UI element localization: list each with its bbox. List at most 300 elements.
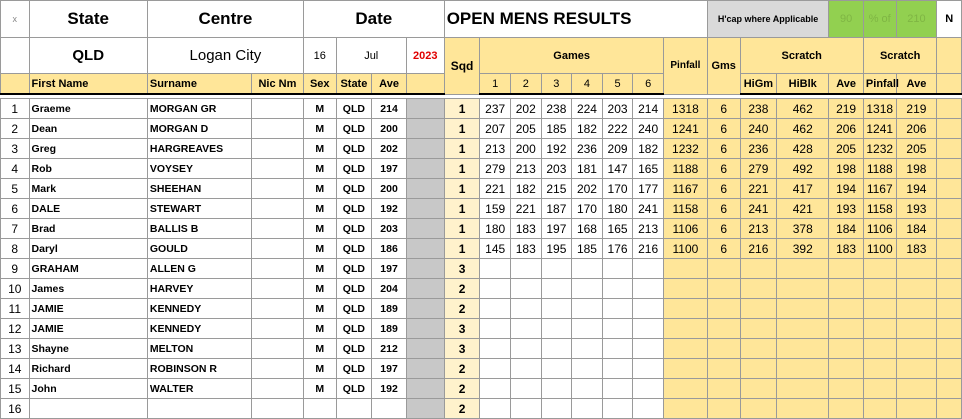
game-2-cell[interactable]: 202 <box>510 99 541 119</box>
ave3-cell[interactable] <box>896 359 937 379</box>
gms-cell[interactable]: 6 <box>707 199 740 219</box>
games-header[interactable]: Games <box>480 38 664 74</box>
ave-cell[interactable]: 192 <box>372 379 407 399</box>
pinfall-cell[interactable]: 1167 <box>663 179 707 199</box>
hiblk-cell[interactable]: 492 <box>777 159 829 179</box>
game-5-cell[interactable] <box>602 339 633 359</box>
pinfall-cell[interactable] <box>663 359 707 379</box>
game-2-cell[interactable] <box>510 339 541 359</box>
game-3-cell[interactable]: 215 <box>541 179 572 199</box>
higm-cell[interactable]: 241 <box>740 199 777 219</box>
game-4-cell[interactable] <box>572 259 603 279</box>
game-4-cell[interactable]: 170 <box>572 199 603 219</box>
first-name-cell[interactable]: Graeme <box>29 99 147 119</box>
gray-cell[interactable] <box>406 199 444 219</box>
ave-cell[interactable] <box>372 399 407 419</box>
game-5-cell[interactable] <box>602 379 633 399</box>
sex-cell[interactable]: M <box>303 99 336 119</box>
higm-cell[interactable]: 279 <box>740 159 777 179</box>
game-2-cell[interactable]: 182 <box>510 179 541 199</box>
pinfall-cell[interactable]: 1100 <box>663 239 707 259</box>
sex-cell[interactable]: M <box>303 319 336 339</box>
row-number[interactable]: 16 <box>1 399 30 419</box>
sqd-cell[interactable]: 1 <box>444 159 480 179</box>
sqd-cell[interactable]: 3 <box>444 319 480 339</box>
gray-cell[interactable] <box>406 359 444 379</box>
game-6-header[interactable]: 6 <box>633 74 664 95</box>
hcap-base[interactable]: 210 <box>896 1 937 38</box>
ave3-cell[interactable] <box>896 299 937 319</box>
gms-cell[interactable]: 6 <box>707 159 740 179</box>
ave2-cell[interactable]: 198 <box>829 159 864 179</box>
game-1-cell[interactable] <box>480 299 511 319</box>
first-name-cell[interactable]: JAMIE <box>29 299 147 319</box>
game-6-cell[interactable]: 214 <box>633 99 664 119</box>
game-4-cell[interactable] <box>572 279 603 299</box>
last-col-cell[interactable] <box>937 379 962 399</box>
sex-cell[interactable]: M <box>303 199 336 219</box>
row-number[interactable]: 7 <box>1 219 30 239</box>
game-6-cell[interactable]: 241 <box>633 199 664 219</box>
game-1-cell[interactable] <box>480 279 511 299</box>
game-6-cell[interactable] <box>633 299 664 319</box>
hiblk-cell[interactable]: 392 <box>777 239 829 259</box>
hcap-pct-of[interactable]: % of <box>863 1 896 38</box>
ave2-cell[interactable] <box>829 379 864 399</box>
game-6-cell[interactable] <box>633 359 664 379</box>
ave2-cell[interactable] <box>829 339 864 359</box>
game-5-cell[interactable] <box>602 399 633 419</box>
surname-cell[interactable]: KENNEDY <box>147 299 251 319</box>
last-col-cell[interactable] <box>937 99 962 119</box>
gms-header[interactable]: Gms <box>707 38 740 95</box>
game-2-cell[interactable]: 205 <box>510 119 541 139</box>
pinfall2-cell[interactable] <box>863 399 896 419</box>
last-col-cell[interactable] <box>937 219 962 239</box>
gms-cell[interactable]: 6 <box>707 119 740 139</box>
nic-nm-cell[interactable] <box>251 379 303 399</box>
blank-cell[interactable] <box>1 74 30 95</box>
gray-cell[interactable] <box>406 239 444 259</box>
state-cell[interactable]: QLD <box>336 299 372 319</box>
game-4-cell[interactable]: 202 <box>572 179 603 199</box>
ave-cell[interactable]: 197 <box>372 259 407 279</box>
pinfall-cell[interactable]: 1188 <box>663 159 707 179</box>
game-6-cell[interactable] <box>633 319 664 339</box>
last-col-cell[interactable] <box>937 259 962 279</box>
last-col-cell[interactable] <box>937 159 962 179</box>
surname-cell[interactable]: ROBINSON R <box>147 359 251 379</box>
higm-cell[interactable] <box>740 299 777 319</box>
hiblk-cell[interactable] <box>777 279 829 299</box>
ave-cell[interactable]: 212 <box>372 339 407 359</box>
row-number[interactable]: 2 <box>1 119 30 139</box>
game-6-cell[interactable]: 182 <box>633 139 664 159</box>
game-1-cell[interactable]: 237 <box>480 99 511 119</box>
game-3-cell[interactable]: 185 <box>541 119 572 139</box>
sex-cell[interactable]: M <box>303 239 336 259</box>
sqd-cell[interactable]: 1 <box>444 219 480 239</box>
game-1-cell[interactable]: 159 <box>480 199 511 219</box>
game-1-cell[interactable]: 279 <box>480 159 511 179</box>
surname-cell[interactable] <box>147 399 251 419</box>
pinfall-cell[interactable]: 1106 <box>663 219 707 239</box>
gms-cell[interactable] <box>707 379 740 399</box>
sqd-cell[interactable]: 1 <box>444 199 480 219</box>
gms-cell[interactable]: 6 <box>707 179 740 199</box>
hiblk-cell[interactable] <box>777 259 829 279</box>
higm-cell[interactable] <box>740 259 777 279</box>
surname-cell[interactable]: WALTER <box>147 379 251 399</box>
sex-cell[interactable]: M <box>303 359 336 379</box>
nic-nm-cell[interactable] <box>251 319 303 339</box>
last-col-cell[interactable] <box>937 179 962 199</box>
row-number[interactable]: 13 <box>1 339 30 359</box>
higm-cell[interactable]: 238 <box>740 99 777 119</box>
ave3-cell[interactable]: 205 <box>896 139 937 159</box>
game-5-cell[interactable] <box>602 259 633 279</box>
first-name-cell[interactable]: JAMIE <box>29 319 147 339</box>
nic-nm-cell[interactable] <box>251 99 303 119</box>
game-2-cell[interactable] <box>510 279 541 299</box>
game-2-cell[interactable] <box>510 319 541 339</box>
game-4-cell[interactable]: 181 <box>572 159 603 179</box>
hiblk-cell[interactable]: 378 <box>777 219 829 239</box>
pinfall2-cell[interactable] <box>863 259 896 279</box>
hiblk-cell[interactable]: 462 <box>777 119 829 139</box>
scratch-header-1[interactable]: Scratch <box>740 38 863 74</box>
hiblk-cell[interactable] <box>777 399 829 419</box>
game-1-cell[interactable] <box>480 319 511 339</box>
game-1-cell[interactable] <box>480 379 511 399</box>
pinfall2-cell[interactable]: 1158 <box>863 199 896 219</box>
pinfall2-header[interactable]: Pinfall <box>863 74 896 95</box>
gms-cell[interactable] <box>707 339 740 359</box>
gms-cell[interactable] <box>707 279 740 299</box>
ave-cell[interactable]: 200 <box>372 119 407 139</box>
higm-cell[interactable]: 221 <box>740 179 777 199</box>
game-4-cell[interactable]: 224 <box>572 99 603 119</box>
game-3-cell[interactable] <box>541 319 572 339</box>
first-name-cell[interactable]: Dean <box>29 119 147 139</box>
game-1-cell[interactable]: 213 <box>480 139 511 159</box>
blank-cell[interactable] <box>1 38 30 74</box>
state-cell[interactable]: QLD <box>336 239 372 259</box>
gray-cell[interactable] <box>406 119 444 139</box>
gray-cell[interactable] <box>406 339 444 359</box>
state-cell[interactable]: QLD <box>336 139 372 159</box>
pinfall2-cell[interactable] <box>863 379 896 399</box>
row-number[interactable]: 6 <box>1 199 30 219</box>
first-name-cell[interactable]: James <box>29 279 147 299</box>
nic-nm-cell[interactable] <box>251 159 303 179</box>
game-2-cell[interactable]: 213 <box>510 159 541 179</box>
game-3-cell[interactable]: 187 <box>541 199 572 219</box>
gms-cell[interactable]: 6 <box>707 99 740 119</box>
hcap-note[interactable]: H'cap where Applicable <box>707 1 828 38</box>
game-3-cell[interactable]: 238 <box>541 99 572 119</box>
gray-cell[interactable] <box>406 379 444 399</box>
last-col-cell[interactable] <box>937 239 962 259</box>
ave2-cell[interactable]: 193 <box>829 199 864 219</box>
first-name-cell[interactable]: Richard <box>29 359 147 379</box>
sqd-cell[interactable]: 2 <box>444 299 480 319</box>
game-3-cell[interactable]: 195 <box>541 239 572 259</box>
sqd-header[interactable]: Sqd <box>444 38 480 95</box>
game-5-cell[interactable]: 147 <box>602 159 633 179</box>
gray-cell[interactable] <box>406 219 444 239</box>
hiblk-cell[interactable]: 421 <box>777 199 829 219</box>
sex-cell[interactable]: M <box>303 159 336 179</box>
first-name-cell[interactable]: Mark <box>29 179 147 199</box>
game-3-cell[interactable] <box>541 339 572 359</box>
surname-cell[interactable]: HARGREAVES <box>147 139 251 159</box>
gms-cell[interactable]: 6 <box>707 139 740 159</box>
game-4-cell[interactable] <box>572 399 603 419</box>
ave2-cell[interactable]: 219 <box>829 99 864 119</box>
state-cell[interactable]: QLD <box>336 359 372 379</box>
pinfall-cell[interactable] <box>663 299 707 319</box>
ave2-cell[interactable] <box>829 259 864 279</box>
game-3-cell[interactable] <box>541 379 572 399</box>
sqd-cell[interactable]: 1 <box>444 119 480 139</box>
game-5-cell[interactable]: 222 <box>602 119 633 139</box>
ave-cell[interactable]: 200 <box>372 179 407 199</box>
sqd-cell[interactable]: 1 <box>444 239 480 259</box>
game-6-cell[interactable]: 177 <box>633 179 664 199</box>
game-3-cell[interactable] <box>541 399 572 419</box>
gms-cell[interactable] <box>707 399 740 419</box>
nic-nm-cell[interactable] <box>251 239 303 259</box>
gms-cell[interactable] <box>707 259 740 279</box>
ave2-cell[interactable]: 194 <box>829 179 864 199</box>
game-1-cell[interactable]: 207 <box>480 119 511 139</box>
nic-nm-cell[interactable] <box>251 299 303 319</box>
game-1-cell[interactable] <box>480 359 511 379</box>
state-cell[interactable]: QLD <box>336 319 372 339</box>
game-6-cell[interactable] <box>633 339 664 359</box>
sex-header[interactable]: Sex <box>303 74 336 95</box>
ave3-cell[interactable]: 194 <box>896 179 937 199</box>
date-label[interactable]: Date <box>303 1 444 38</box>
game-4-cell[interactable] <box>572 379 603 399</box>
game-6-cell[interactable] <box>633 279 664 299</box>
sqd-cell[interactable]: 1 <box>444 139 480 159</box>
game-1-header[interactable]: 1 <box>480 74 511 95</box>
gms-cell[interactable]: 6 <box>707 239 740 259</box>
higm-header[interactable]: HiGm <box>740 74 777 95</box>
last-col-cell[interactable] <box>937 339 962 359</box>
game-2-cell[interactable]: 221 <box>510 199 541 219</box>
first-name-cell[interactable]: Daryl <box>29 239 147 259</box>
surname-cell[interactable]: VOYSEY <box>147 159 251 179</box>
first-name-cell[interactable]: Shayne <box>29 339 147 359</box>
blank-cell[interactable] <box>406 74 444 95</box>
date-month[interactable]: Jul <box>336 38 406 74</box>
surname-cell[interactable]: HARVEY <box>147 279 251 299</box>
game-5-cell[interactable]: 165 <box>602 219 633 239</box>
sex-cell[interactable]: M <box>303 339 336 359</box>
gray-cell[interactable] <box>406 299 444 319</box>
gms-cell[interactable]: 6 <box>707 219 740 239</box>
surname-cell[interactable]: STEWART <box>147 199 251 219</box>
sex-cell[interactable]: M <box>303 139 336 159</box>
nic-nm-cell[interactable] <box>251 119 303 139</box>
nic-nm-header[interactable]: Nic Nm <box>251 74 303 95</box>
pinfall2-cell[interactable]: 1106 <box>863 219 896 239</box>
game-4-cell[interactable] <box>572 319 603 339</box>
game-3-cell[interactable] <box>541 259 572 279</box>
ave3-cell[interactable] <box>896 259 937 279</box>
sqd-cell[interactable]: 1 <box>444 99 480 119</box>
nic-nm-cell[interactable] <box>251 259 303 279</box>
ave2-cell[interactable]: 183 <box>829 239 864 259</box>
pinfall-header[interactable]: Pinfall <box>663 38 707 95</box>
ave2-cell[interactable]: 184 <box>829 219 864 239</box>
ave2-cell[interactable]: 206 <box>829 119 864 139</box>
game-5-cell[interactable] <box>602 279 633 299</box>
ave2-cell[interactable] <box>829 279 864 299</box>
game-4-cell[interactable]: 185 <box>572 239 603 259</box>
state-cell[interactable]: QLD <box>336 259 372 279</box>
game-1-cell[interactable] <box>480 339 511 359</box>
ave2-cell[interactable]: 205 <box>829 139 864 159</box>
game-1-cell[interactable] <box>480 259 511 279</box>
hiblk-cell[interactable] <box>777 359 829 379</box>
pinfall-cell[interactable] <box>663 379 707 399</box>
higm-cell[interactable] <box>740 319 777 339</box>
sqd-cell[interactable]: 1 <box>444 179 480 199</box>
pinfall-cell[interactable]: 1241 <box>663 119 707 139</box>
game-1-cell[interactable]: 145 <box>480 239 511 259</box>
hiblk-cell[interactable]: 428 <box>777 139 829 159</box>
row-number[interactable]: 15 <box>1 379 30 399</box>
last-col-cell[interactable] <box>937 319 962 339</box>
higm-cell[interactable] <box>740 279 777 299</box>
game-3-cell[interactable]: 192 <box>541 139 572 159</box>
state-cell[interactable]: QLD <box>336 199 372 219</box>
game-4-cell[interactable]: 182 <box>572 119 603 139</box>
row-number[interactable]: 9 <box>1 259 30 279</box>
pinfall2-cell[interactable]: 1167 <box>863 179 896 199</box>
state-cell[interactable]: QLD <box>336 179 372 199</box>
row-number[interactable]: 3 <box>1 139 30 159</box>
pinfall2-cell[interactable]: 1188 <box>863 159 896 179</box>
pinfall-cell[interactable] <box>663 319 707 339</box>
ave2-cell[interactable] <box>829 399 864 419</box>
gray-cell[interactable] <box>406 259 444 279</box>
nic-nm-cell[interactable] <box>251 279 303 299</box>
gms-cell[interactable] <box>707 319 740 339</box>
nic-nm-cell[interactable] <box>251 139 303 159</box>
game-2-cell[interactable] <box>510 359 541 379</box>
game-6-cell[interactable] <box>633 379 664 399</box>
sex-cell[interactable]: M <box>303 219 336 239</box>
gray-cell[interactable] <box>406 399 444 419</box>
state-cell[interactable]: QLD <box>336 99 372 119</box>
sqd-cell[interactable]: 2 <box>444 279 480 299</box>
state-value[interactable]: QLD <box>29 38 147 74</box>
higm-cell[interactable] <box>740 359 777 379</box>
last-col-cell[interactable] <box>937 119 962 139</box>
pinfall2-cell[interactable] <box>863 339 896 359</box>
last-col-header[interactable]: N <box>937 1 962 38</box>
first-name-cell[interactable]: Greg <box>29 139 147 159</box>
game-6-cell[interactable]: 165 <box>633 159 664 179</box>
game-5-cell[interactable]: 176 <box>602 239 633 259</box>
row-number[interactable]: 8 <box>1 239 30 259</box>
pinfall-cell[interactable] <box>663 279 707 299</box>
state-cell[interactable]: QLD <box>336 379 372 399</box>
row-number[interactable]: 1 <box>1 99 30 119</box>
ave3-cell[interactable]: 183 <box>896 239 937 259</box>
surname-header[interactable]: Surname <box>147 74 251 95</box>
corner-cell[interactable]: x <box>1 1 30 38</box>
date-day[interactable]: 16 <box>303 38 336 74</box>
ave3-cell[interactable]: 184 <box>896 219 937 239</box>
gray-cell[interactable] <box>406 99 444 119</box>
sex-cell[interactable]: M <box>303 299 336 319</box>
last-col-cell[interactable] <box>937 359 962 379</box>
ave3-header[interactable]: Ave <box>896 74 937 95</box>
row-number[interactable]: 11 <box>1 299 30 319</box>
ave3-cell[interactable] <box>896 379 937 399</box>
ave-cell[interactable]: 204 <box>372 279 407 299</box>
game-2-header[interactable]: 2 <box>510 74 541 95</box>
nic-nm-cell[interactable] <box>251 359 303 379</box>
first-name-header[interactable]: First Name <box>29 74 147 95</box>
higm-cell[interactable]: 236 <box>740 139 777 159</box>
sqd-cell[interactable]: 2 <box>444 359 480 379</box>
higm-cell[interactable]: 240 <box>740 119 777 139</box>
pinfall2-cell[interactable] <box>863 279 896 299</box>
game-5-cell[interactable] <box>602 359 633 379</box>
state-cell[interactable]: QLD <box>336 219 372 239</box>
game-3-cell[interactable] <box>541 279 572 299</box>
gms-cell[interactable] <box>707 299 740 319</box>
ave2-cell[interactable] <box>829 319 864 339</box>
higm-cell[interactable]: 216 <box>740 239 777 259</box>
first-name-cell[interactable]: Rob <box>29 159 147 179</box>
pinfall2-cell[interactable]: 1100 <box>863 239 896 259</box>
row-number[interactable]: 12 <box>1 319 30 339</box>
game-5-cell[interactable] <box>602 299 633 319</box>
game-6-cell[interactable] <box>633 399 664 419</box>
sqd-cell[interactable]: 2 <box>444 399 480 419</box>
surname-cell[interactable]: BALLIS B <box>147 219 251 239</box>
gray-cell[interactable] <box>406 319 444 339</box>
blank-cell[interactable] <box>937 74 962 95</box>
ave3-cell[interactable]: 206 <box>896 119 937 139</box>
ave3-cell[interactable] <box>896 399 937 419</box>
first-name-cell[interactable]: GRAHAM <box>29 259 147 279</box>
game-4-cell[interactable]: 168 <box>572 219 603 239</box>
game-4-header[interactable]: 4 <box>572 74 603 95</box>
surname-cell[interactable]: MORGAN GR <box>147 99 251 119</box>
ave-cell[interactable]: 189 <box>372 299 407 319</box>
ave3-cell[interactable]: 193 <box>896 199 937 219</box>
blank-cell[interactable] <box>937 38 962 74</box>
state-cell[interactable]: QLD <box>336 119 372 139</box>
game-5-cell[interactable]: 209 <box>602 139 633 159</box>
sqd-cell[interactable]: 3 <box>444 339 480 359</box>
sex-cell[interactable]: M <box>303 259 336 279</box>
ave-cell[interactable]: 197 <box>372 359 407 379</box>
game-3-cell[interactable]: 197 <box>541 219 572 239</box>
sex-cell[interactable]: M <box>303 179 336 199</box>
surname-cell[interactable]: ALLEN G <box>147 259 251 279</box>
game-2-cell[interactable] <box>510 259 541 279</box>
